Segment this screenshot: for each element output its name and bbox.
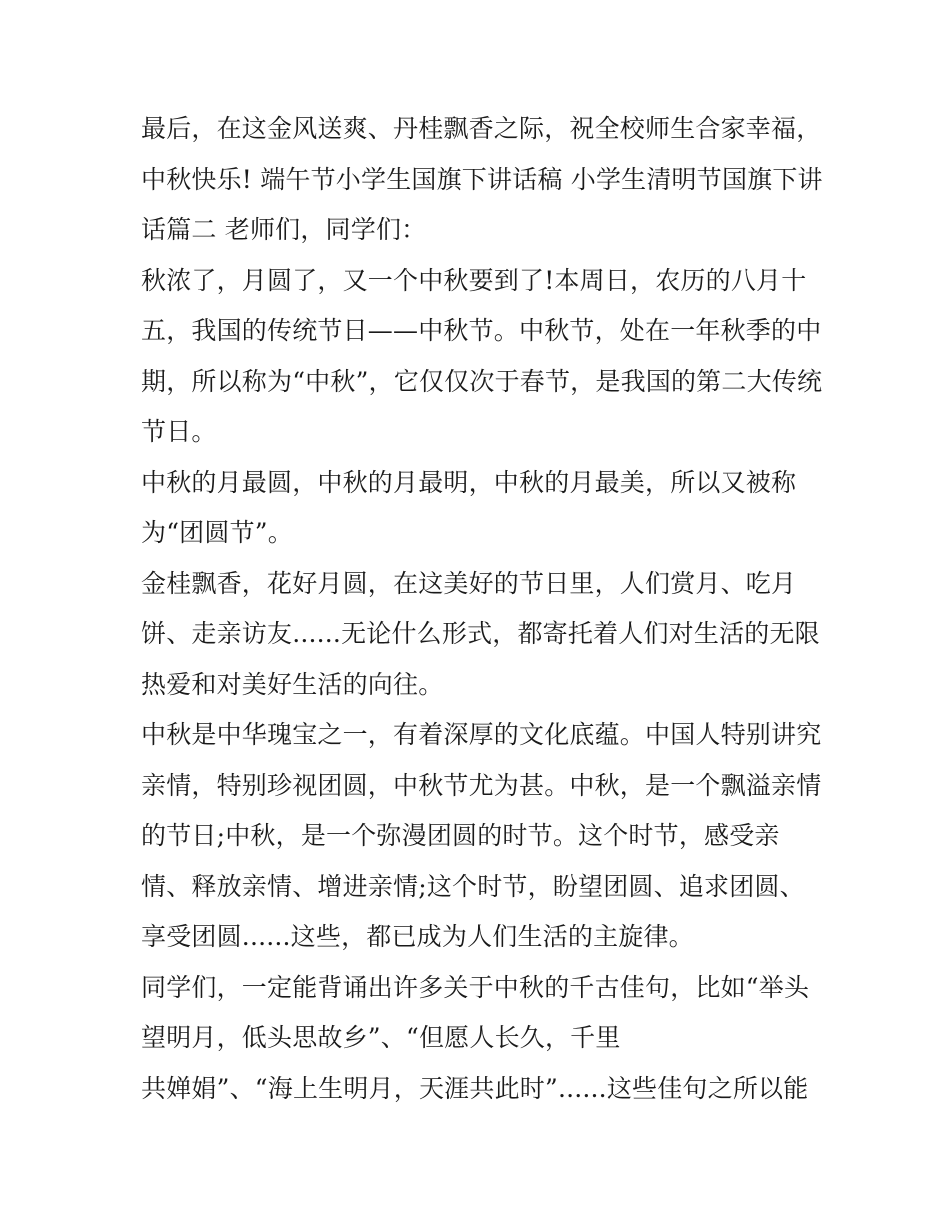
text-line: 享受团圆......这些，都已成为人们生活的主旋律。	[141, 922, 694, 951]
text-line: 秋浓了，月圆了，又一个中秋要到了!本周日，农历的八月十	[141, 265, 807, 295]
text-line: 期，所以称为“中秋”，它仅仅次于春节，是我国的第二大传统	[141, 366, 823, 396]
text-line: 最后，在这金风送爽、丹桂飘香之际，祝全校师生合家幸福，	[141, 114, 822, 143]
text-line: 情、释放亲情、增进亲情;这个时节，盼望团圆、追求团圆、	[141, 871, 805, 901]
text-line: 热爱和对美好生活的向往。	[141, 669, 444, 699]
text-line: 亲情，特别珍视团圆，中秋节尤为甚。中秋，是一个飘溢亲情	[141, 770, 822, 800]
text-line: 共婵娟”、“海上生明月，天涯共此时”......这些佳句之所以能	[141, 1073, 809, 1103]
text-line: 话篇二 老师们，同学们：	[141, 215, 427, 244]
text-line: 中秋的月最圆，中秋的月最明，中秋的月最美，所以又被称	[141, 467, 797, 497]
text-line: 为“团圆节”。	[141, 518, 293, 547]
text-line: 五，我国的传统节日——中秋节。中秋节，处在一年秋季的中	[141, 316, 822, 345]
text-line: 同学们，一定能背诵出许多关于中秋的千古佳句，比如“举头	[141, 972, 810, 1002]
text-line: 的节日;中秋，是一个弥漫团圆的时节。这个时节，感受亲	[141, 821, 780, 850]
text-line: 饼、走亲访友......无论什么形式，都寄托着人们对生活的无限	[141, 619, 820, 648]
text-line: 望明月，低头思故乡”、“但愿人长久，千里	[141, 1023, 621, 1052]
text-line: 金桂飘香，花好月圆，在这美好的节日里，人们赏月、吃月	[141, 568, 797, 598]
text-line: 中秋快乐! 端午节小学生国旗下讲话稿 小学生清明节国旗下讲	[141, 164, 823, 194]
text-line: 节日。	[141, 417, 217, 446]
body-text	[141, 104, 821, 1114]
text-line: 中秋是中华瑰宝之一，有着深厚的文化底蕴。中国人特别讲究	[141, 720, 822, 749]
